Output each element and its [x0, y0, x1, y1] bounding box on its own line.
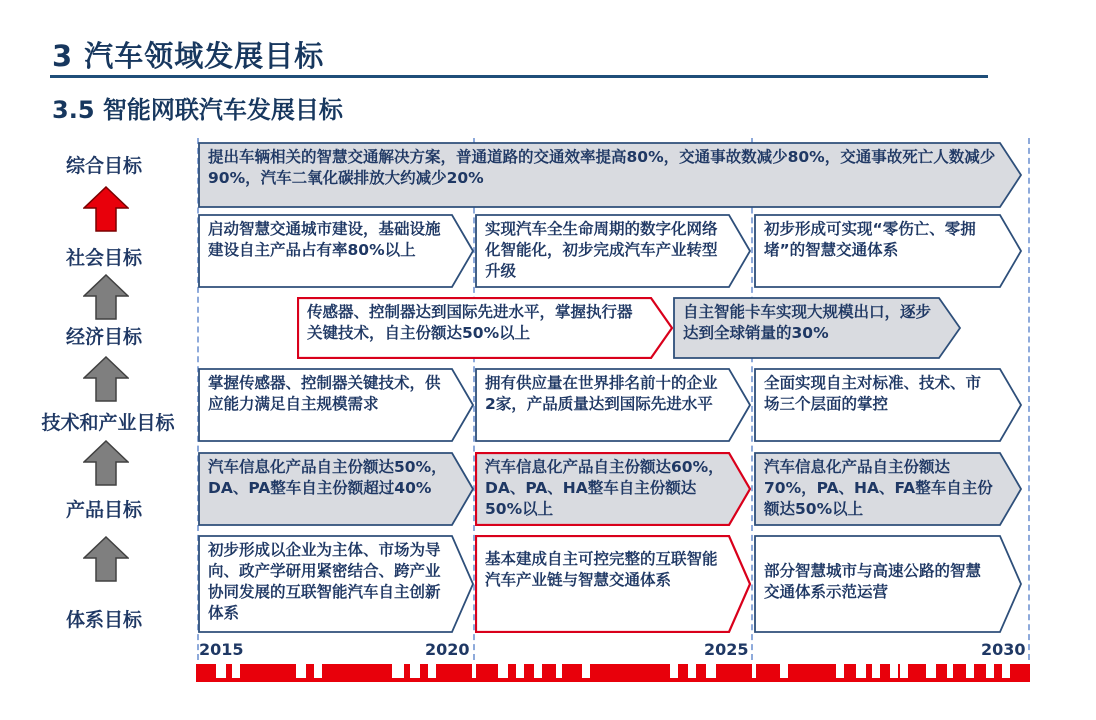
goal-chevron-economic-1 [297, 297, 673, 359]
up-arrow-gray-icon [83, 274, 129, 320]
goal-text-social-2: 实现汽车全生命周期的数字化网络化智能化，初步完成汽车产业转型升级 [485, 220, 718, 280]
timeline-gap [780, 664, 788, 678]
page-title: 3 汽车领域发展目标 [52, 39, 325, 73]
timeline-gap [556, 664, 562, 678]
timeline-gap [926, 664, 936, 678]
goal-chevron-product-2 [475, 452, 751, 526]
timeline-gap [428, 664, 436, 678]
timeline-gap [872, 664, 880, 678]
timeline-gap [216, 664, 226, 678]
goal-chevron-social-1 [198, 214, 474, 288]
timeline-gap [232, 664, 240, 678]
timeline-gap [966, 664, 974, 678]
goal-text-system-3: 部分智慧城市与高速公路的智慧交通体系示范运营 [764, 562, 982, 601]
up-arrow-gray-icon [83, 536, 129, 582]
goal-text-tech-3: 全面实现自主对标准、技术、市场三个层面的掌控 [764, 374, 982, 413]
timeline-gap [1002, 664, 1010, 678]
timeline-gap [947, 664, 953, 678]
goal-text-system-1: 初步形成以企业为主体、市场为导向、政产学研用紧密结合、跨产业协同发展的互联智能汽车自主创新体系 [208, 541, 441, 622]
timeline-gap [900, 664, 908, 678]
goal-chevron-tech-3 [754, 368, 1022, 442]
goal-chevron-system-1 [198, 535, 474, 633]
page-subtitle: 3.5 智能网联汽车发展目标 [52, 96, 343, 124]
timeline-gap [582, 664, 590, 678]
goal-text-social-1: 启动智慧交通城市建设，基础设施建设自主产品占有率80%以上 [208, 220, 441, 259]
row-label-product: 产品目标 [65, 499, 142, 521]
row-label-system: 体系目标 [65, 609, 142, 631]
goal-text-economic-1: 传感器、控制器达到国际先进水平，掌握执行器关键技术，自主份额达50%以上 [307, 303, 633, 342]
timeline-bar [196, 660, 1030, 682]
phase-divider-2030 [1028, 138, 1030, 660]
up-arrow-gray-icon [83, 356, 129, 402]
row-label-economic: 经济目标 [65, 326, 142, 348]
row-label-tech-industry: 技术和产业目标 [41, 412, 175, 434]
timeline-gap [890, 664, 898, 678]
goal-text-product-1: 汽车信息化产品自主份额达50%，DA、PA整车自主份额超过40% [208, 458, 447, 497]
goal-text-economic-2: 自主智能卡车实现大规模出口，逐步达到全球销量的30% [683, 303, 932, 342]
timeline-gap [296, 664, 306, 678]
goal-text-system-2: 基本建成自主可控完整的互联智能汽车产业链与智慧交通体系 [485, 550, 718, 589]
year-label-2020: 2020 [425, 640, 470, 659]
goal-text-social-3: 初步形成可实现“零伤亡、零拥堵”的智慧交通体系 [764, 220, 976, 259]
goal-chevron-product-3 [754, 452, 1022, 526]
goal-chevron-system-3 [754, 535, 1022, 633]
timeline-gap [314, 664, 322, 678]
goal-chevron-tech-1 [198, 368, 474, 442]
goal-chevron-economic-2 [673, 297, 961, 359]
goal-text-comprehensive: 提出车辆相关的智慧交通解决方案，普通道路的交通效率提高80%，交通事故数减少80%，交通事故死亡人数减少90%，汽车二氧化碳排放大约减少20% [208, 148, 996, 187]
goal-chevron-system-2 [475, 535, 751, 633]
timeline-gap [498, 664, 508, 678]
goal-text-tech-2: 拥有供应量在世界排名前十的企业2家，产品质量达到国际先进水平 [485, 374, 718, 413]
up-arrow-gray-icon [83, 440, 129, 486]
row-label-social: 社会目标 [65, 247, 142, 269]
timeline-gap [670, 664, 678, 678]
timeline-gap [706, 664, 716, 678]
timeline-gap [986, 664, 994, 678]
year-label-2015: 2015 [199, 640, 244, 659]
phase-divider-2025 [751, 138, 753, 660]
goal-text-tech-1: 掌握传感器、控制器关键技术，供应能力满足自主规模需求 [208, 374, 441, 413]
goal-chevron-tech-2 [475, 368, 751, 442]
goal-text-product-3: 汽车信息化产品自主份额达70%，PA、HA、FA整车自主份额达50%以上 [764, 458, 993, 518]
goal-chevron-social-2 [475, 214, 751, 288]
row-label-comprehensive: 综合目标 [65, 155, 142, 177]
timeline-gap [752, 664, 756, 678]
timeline-gap [856, 664, 866, 678]
year-label-2030: 2030 [981, 640, 1026, 659]
timeline-gap [392, 664, 404, 678]
goal-text-product-2: 汽车信息化产品自主份额达60%，DA、PA、HA整车自主份额达50%以上 [485, 458, 724, 518]
timeline-gap [516, 664, 524, 678]
goal-chevron-social-3 [754, 214, 1022, 288]
goal-chevron-product-1 [198, 452, 474, 526]
up-arrow-red-icon [83, 186, 129, 232]
timeline-gap [836, 664, 844, 678]
goal-chevron-comprehensive [198, 142, 1022, 208]
timeline-gap [688, 664, 696, 678]
timeline-gap [534, 664, 542, 678]
timeline-gap [472, 664, 476, 678]
year-label-2025: 2025 [704, 640, 749, 659]
timeline-gap [410, 664, 420, 678]
